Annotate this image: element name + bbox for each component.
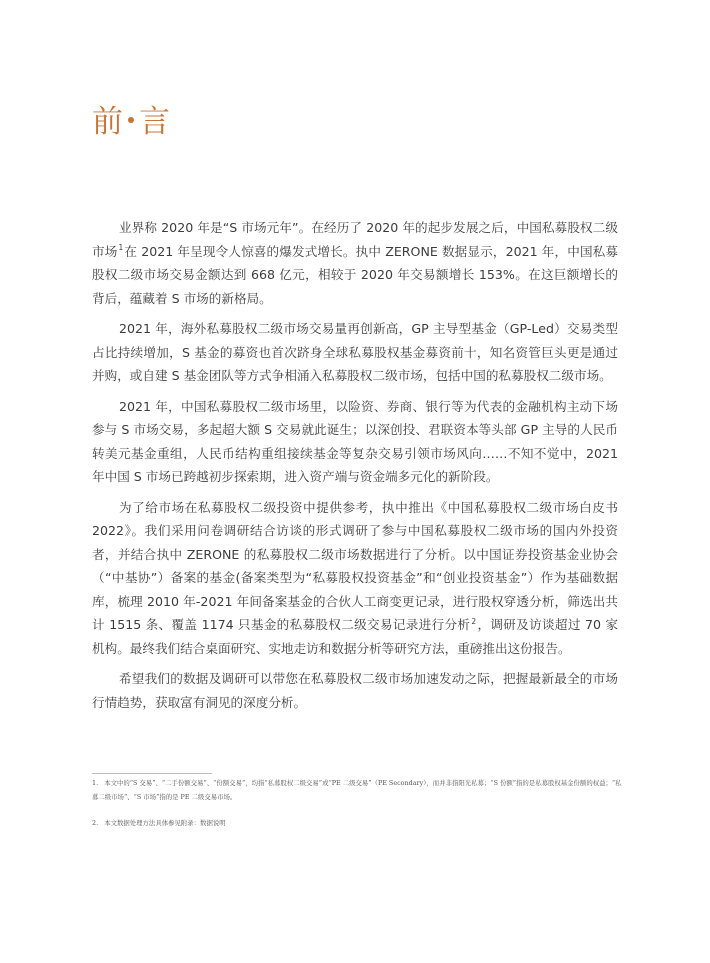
paragraph-4: 为了给市场在私募股权二级投资中提供参考，执中推出《中国私募股权二级市场白皮书 2022》。我们采用问卷调研结合访谈的形式调研了参与中国私募股权二级市场的国内外投资者，并结合执中 ZERONE 的私募股权二级市场数据进行了分析。以中国证券投资基金业协会（“中基协”）备案的基金(备案类型为“私募股权投资基金”和“创业投资基金”）作为基础数据库，梳理 2010 年-2021 年间备案基金的合伙人工商变更记录，进行股权穿透分析，筛选出共计 1515 条、覆盖 1174 只基金的私募股权二级交易记录进行分析$^2$，调研及访谈超过 70 家机构。最终我们结合桌面研究、实地走访和数据分析等研究方法，重磅推出这份报告。 xyxy=(92,499,618,656)
paragraph-3: 2021 年，中国私募股权二级市场里，以险资、券商、银行等为代表的金融机构主动下场参与 S 市场交易，多起超大额 S 交易就此诞生；以深创投、君联资本等头部 GP 主导的人民币转美元基金重组，人民币结构重组接续基金等复杂交易引领市场风向……不知不觉中，2021 年中国 S 市场已跨越初步探索期，进入资产端与资金端多元化的新阶段。 xyxy=(92,398,618,484)
page-title xyxy=(92,96,170,141)
paragraph-1: 业界称 2020 年是“S 市场元年”。在经历了 2020 年的起步发展之后，中国私募股权二级市场$^1$在 2021 年呈现令人惊喜的爆发式增长。执中 ZERONE 数据显示，2021 年，中国私募股权二级市场交易金额达到 668 亿元，相较于 2020 年交易额增长 153%。在这巨额增长的背后，蕴藏着 S 市场的新格局。 xyxy=(92,220,619,306)
footnote-ref-2: 2 xyxy=(471,616,477,626)
title-dot xyxy=(128,117,134,123)
footnote-2: 2. 本文数据处理方法具体参见附录：数据说明 xyxy=(92,819,226,827)
footnote-1: 1. 本文中的“S 交易”、“二手份额交易”、“份额交易”，均指“私募股权二级交易”或“PE 二级交易”（PE Secondary），而并非指阳光私募；“S 份额”指的是私募股权基金份额的权益；“私募二级市场”、“S 市场”指的是 PE 二级交易市场。 xyxy=(92,779,622,801)
footnotes xyxy=(92,777,622,831)
paragraph-2: 2021 年，海外私募股权二级市场交易量再创新高，GP 主导型基金（GP-Led）交易类型占比持续增加，S 基金的募资也首次跻身全球私募股权基金募资前十，知名资管巨头更是通过并购，或自建 S 基金团队等方式争相涌入私募股权二级市场，包括中国的私募股权二级市场。 xyxy=(92,321,618,383)
paragraph-5: 希望我们的数据及调研可以带您在私募股权二级市场加速发动之际，把握最新最全的市场行情趋势，获取富有洞见的深度分析。 xyxy=(92,671,618,710)
footnote-divider xyxy=(92,773,212,774)
preface-body xyxy=(92,216,618,721)
title-char-right: 言 xyxy=(139,104,170,140)
footnote-ref-1: 1 xyxy=(118,243,124,253)
title-char-left: 前 xyxy=(92,104,123,140)
